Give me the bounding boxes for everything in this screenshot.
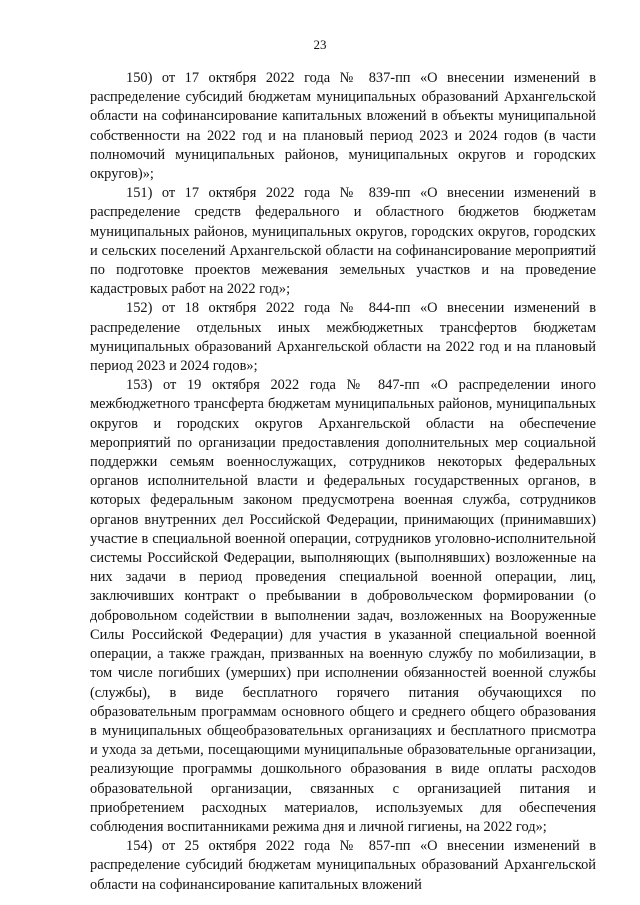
list-item-153: 153) от 19 октября 2022 года № 847-пп «О распределении иного межбюджетного трансферта бюджетам муниципальных районов, муниципальных округов и городских округов Архангельской области на обеспечение мероприятий по организации предоставления дополнительных мер социальной поддержки семьям военнослужащих, сотрудников некоторых федеральных органов исполнительной власти и федеральных государственных органов, в которых федеральным законом предусмотрена военная служба, сотрудников органов внутренних дел Российской Федерации, принимающих (принимавших) участие в специальной военной операции, сотрудников уголовно-исполнительной системы Российской Федерации, выполняющих (выполнявших) возложенные на них задачи в период проведения специальной военной операции, лиц, заключивших контракт о пребывании в добровольческом формировании (о добровольном содействии в выполнении задач, возложенных на Вооруженные Силы Российской Федерации) для участия в указанной специальной военной операции, а также граждан, призванных на военную службу по мобилизации, в том числе погибших (умерших) при исполнении обязанностей военной службы (службы), в виде бесплатного горячего питания обучающихся по образовательным программам основного общего и среднего общего образования в муниципальных общеобразовательных организациях и бесплатного присмотра и ухода за детьми, посещающими муниципальные образовательные организации, реализующие программы дошкольного образования в виде оплаты расходов образовательной организации, связанных с организацией питания и приобретением расходных материалов, используемых для обеспечения соблюдения воспитанниками режима дня и личной гигиены, на 2022 год»; — [90, 377, 596, 835]
page-number: 23 — [313, 37, 327, 52]
list-item-152: 152) от 18 октября 2022 года № 844-пп «О внесении изменений в распределение отдельных иных межбюджетных трансфертов бюджетам муниципальных образований Архангельской области на 2022 год и на плановый период 2023 и 2024 годов»; — [90, 300, 596, 375]
list-item-154: 154) от 25 октября 2022 года № 857-пп «О внесении изменений в распределение субсидий бюджетам муниципальных образований Архангельской области на софинансирование капитальных вложений — [90, 838, 596, 893]
list-item-150: 150) от 17 октября 2022 года № 837-пп «О внесении изменений в распределение субсидий бюджетам муниципальных образований Архангельской области на софинансирование капитальных вложений в объекты муниципальной собственности на 2022 год и на плановый период 2023 и 2024 годов (в части полномочий муниципальных районов, муниципальных округов и городских округов)»; — [90, 70, 596, 183]
document-body — [90, 69, 596, 895]
list-item-151: 151) от 17 октября 2022 года № 839-пп «О внесении изменений в распределение средств федерального и областного бюджетов бюджетам муниципальных районов, муниципальных округов, городских округов, городских и сельских поселений Архангельской области на софинансирование мероприятий по подготовке проектов межевания земельных участков и на проведение кадастровых работ на 2022 год»; — [90, 185, 596, 298]
